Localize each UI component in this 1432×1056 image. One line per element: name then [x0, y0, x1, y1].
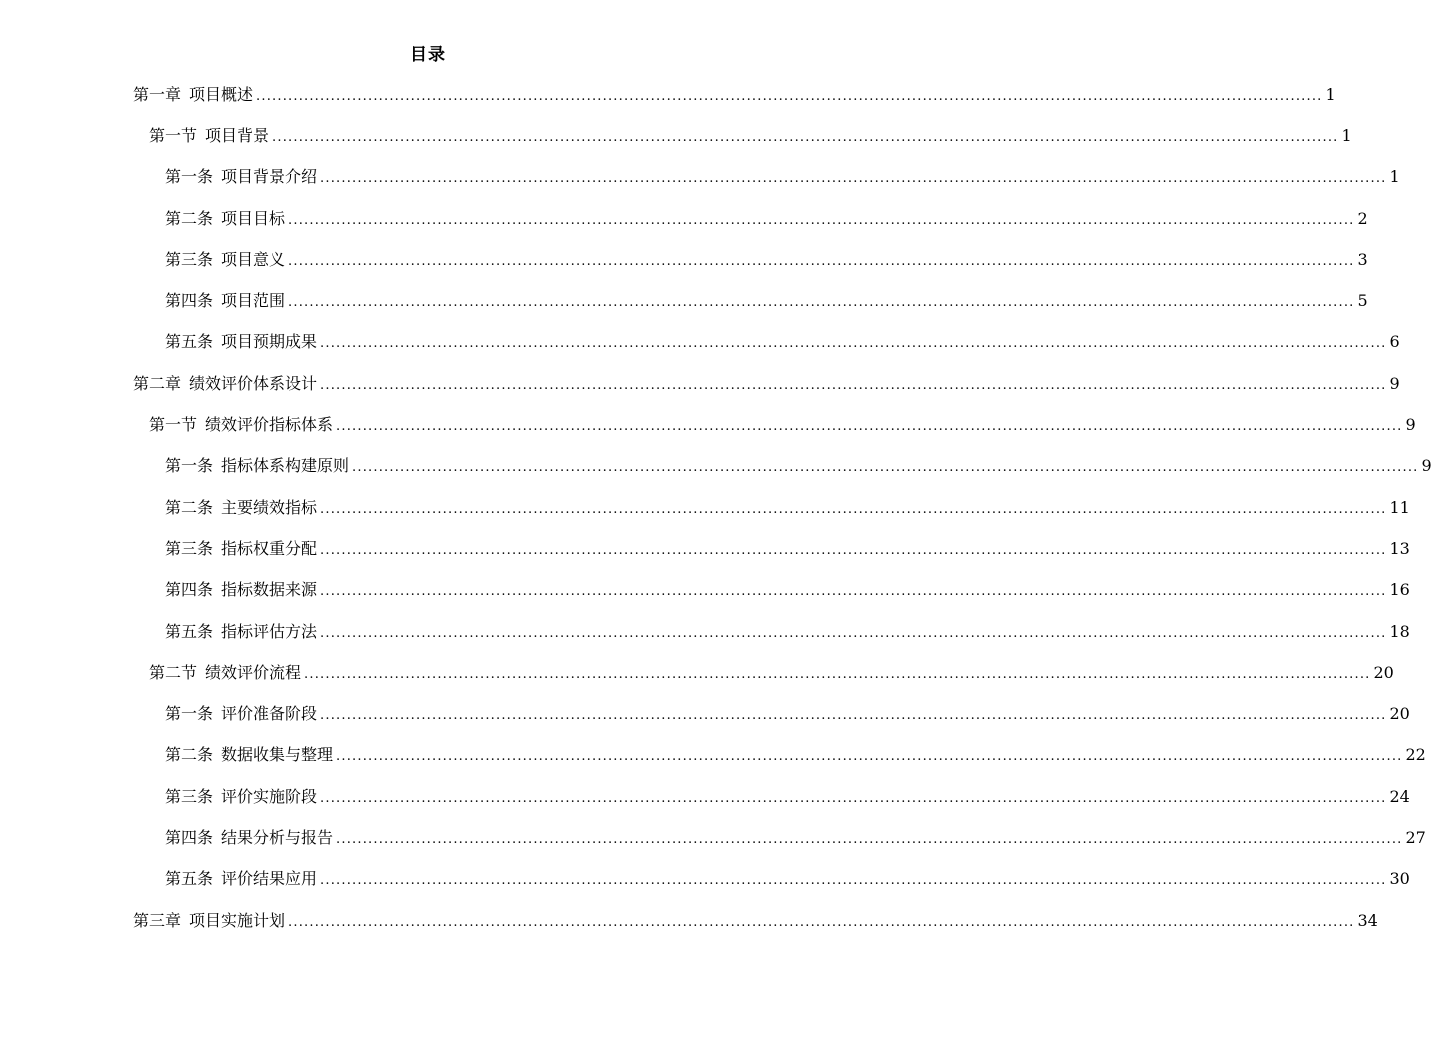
toc-entry[interactable] [133, 859, 1410, 900]
toc-entry-text: 指标权重分配 [221, 538, 318, 558]
toc-page-number: 22 [1405, 745, 1426, 765]
toc-entry-number: 第一条 [165, 167, 214, 187]
toc-entry-label [149, 126, 269, 146]
toc-entry-label [165, 291, 285, 311]
toc-entry-text: 项目背景介绍 [221, 167, 318, 187]
toc-entry-text: 数据收集与整理 [221, 745, 334, 765]
toc-entry-number: 第二节 [149, 662, 198, 682]
toc-entry-label [165, 828, 333, 848]
toc-title: 目录 [410, 45, 446, 65]
toc-page-number: 1 [1325, 84, 1336, 104]
toc-entry-number: 第四条 [165, 827, 214, 847]
toc-entry-text: 绩效评价流程 [205, 662, 302, 682]
toc-entry-number: 第一章 [133, 84, 182, 104]
toc-entry[interactable] [133, 239, 1368, 280]
toc-entry-label [133, 374, 317, 394]
toc-entry-text: 项目概述 [189, 84, 254, 104]
toc-dot-leader: ........................................................................................................................................................................................................ [336, 419, 1403, 435]
toc-entry[interactable] [133, 817, 1426, 858]
toc-dot-leader: ........................................................................................................................................................................................................ [288, 253, 1355, 269]
toc-entry-number: 第二章 [133, 373, 182, 393]
toc-page-number: 24 [1389, 786, 1410, 806]
toc-dot-leader: ........................................................................................................................................................................................................ [320, 171, 1387, 187]
toc-entry-text: 绩效评价体系设计 [189, 373, 318, 393]
toc-entry-number: 第二条 [165, 497, 214, 517]
toc-entry-number: 第二条 [165, 745, 214, 765]
toc-entry-text: 项目意义 [221, 249, 286, 269]
toc-entry-text: 项目范围 [221, 291, 286, 311]
toc-dot-leader: ........................................................................................................................................................................................................ [272, 129, 1339, 145]
toc-entry-label [165, 580, 317, 600]
toc-entry[interactable] [133, 652, 1394, 693]
toc-dot-leader: ........................................................................................................................................................................................................ [320, 336, 1387, 352]
toc-entry[interactable] [133, 776, 1410, 817]
toc-entry-label [165, 745, 333, 765]
toc-entry-number: 第一节 [149, 125, 198, 145]
toc-page-number: 6 [1389, 332, 1400, 352]
toc-entry-text: 评价实施阶段 [221, 786, 318, 806]
toc-dot-leader: ........................................................................................................................................................................................................ [320, 542, 1387, 558]
toc-dot-leader: ........................................................................................................................................................................................................ [352, 460, 1419, 476]
toc-entry-number: 第一节 [149, 415, 198, 435]
toc-entry[interactable] [133, 611, 1410, 652]
toc-list [133, 74, 1432, 941]
toc-page-number: 1 [1389, 167, 1400, 187]
toc-entry-text: 绩效评价指标体系 [205, 415, 334, 435]
toc-entry[interactable] [133, 735, 1426, 776]
toc-entry[interactable] [133, 363, 1400, 404]
toc-entry-label [165, 622, 317, 642]
toc-dot-leader: ........................................................................................................................................................................................................ [320, 584, 1387, 600]
toc-entry-number: 第一条 [165, 704, 214, 724]
toc-page-number: 1 [1341, 125, 1352, 145]
toc-page-number: 3 [1357, 249, 1368, 269]
toc-dot-leader: ........................................................................................................................................................................................................ [320, 708, 1387, 724]
toc-entry-label [165, 704, 317, 724]
toc-page-number: 30 [1389, 869, 1410, 889]
toc-entry-text: 结果分析与报告 [221, 827, 334, 847]
toc-entry-label [149, 415, 333, 435]
toc-entry[interactable] [133, 900, 1378, 941]
toc-entry-label [133, 85, 253, 105]
toc-dot-leader: ........................................................................................................................................................................................................ [288, 295, 1355, 311]
toc-page-number: 9 [1405, 415, 1416, 435]
toc-entry-label [165, 456, 349, 476]
toc-entry[interactable] [133, 487, 1410, 528]
toc-entry[interactable] [133, 74, 1336, 115]
toc-dot-leader: ........................................................................................................................................................................................................ [320, 625, 1387, 641]
toc-dot-leader: ........................................................................................................................................................................................................ [336, 831, 1403, 847]
toc-page-number: 5 [1357, 291, 1368, 311]
toc-entry[interactable] [133, 404, 1416, 445]
toc-entry-text: 指标数据来源 [221, 580, 318, 600]
toc-page-number: 20 [1373, 662, 1394, 682]
toc-entry[interactable] [133, 322, 1400, 363]
toc-page-number: 9 [1421, 456, 1432, 476]
toc-entry-number: 第五条 [165, 332, 214, 352]
toc-entry[interactable] [133, 570, 1410, 611]
toc-entry-number: 第四条 [165, 291, 214, 311]
toc-entry[interactable] [133, 280, 1368, 321]
toc-dot-leader: ........................................................................................................................................................................................................ [320, 377, 1387, 393]
toc-entry-label [165, 167, 317, 187]
toc-entry[interactable] [133, 157, 1400, 198]
toc-dot-leader: ........................................................................................................................................................................................................ [320, 873, 1387, 889]
toc-entry-label [165, 787, 317, 807]
toc-entry-number: 第三条 [165, 538, 214, 558]
toc-entry-number: 第五条 [165, 621, 214, 641]
toc-entry-number: 第三章 [133, 910, 182, 930]
toc-dot-leader: ........................................................................................................................................................................................................ [288, 914, 1355, 930]
toc-page-number: 2 [1357, 208, 1368, 228]
toc-entry-number: 第四条 [165, 580, 214, 600]
toc-entry-text: 项目目标 [221, 208, 286, 228]
toc-page-number: 11 [1389, 497, 1410, 517]
toc-entry[interactable] [133, 198, 1368, 239]
toc-entry[interactable] [133, 115, 1352, 156]
toc-entry-label [165, 250, 285, 270]
toc-dot-leader: ........................................................................................................................................................................................................ [256, 88, 1323, 104]
toc-entry-text: 项目实施计划 [189, 910, 286, 930]
toc-entry-number: 第三条 [165, 786, 214, 806]
toc-dot-leader: ........................................................................................................................................................................................................ [320, 790, 1387, 806]
toc-dot-leader: ........................................................................................................................................................................................................ [320, 501, 1387, 517]
toc-entry-text: 评价结果应用 [221, 869, 318, 889]
toc-page-number: 16 [1389, 580, 1410, 600]
toc-entry-text: 项目背景 [205, 125, 270, 145]
toc-page-number: 18 [1389, 621, 1410, 641]
toc-entry-text: 指标评估方法 [221, 621, 318, 641]
toc-entry[interactable] [133, 528, 1410, 569]
toc-entry-number: 第五条 [165, 869, 214, 889]
toc-entry-number: 第三条 [165, 249, 214, 269]
toc-entry-label [165, 539, 317, 559]
toc-dot-leader: ........................................................................................................................................................................................................ [304, 666, 1371, 682]
toc-dot-leader: ........................................................................................................................................................................................................ [288, 212, 1355, 228]
toc-page-number: 13 [1389, 538, 1410, 558]
toc-entry-label [165, 869, 317, 889]
toc-entry-label [133, 911, 285, 931]
toc-entry-text: 主要绩效指标 [221, 497, 318, 517]
toc-page-number: 27 [1405, 827, 1426, 847]
toc-dot-leader: ........................................................................................................................................................................................................ [336, 749, 1403, 765]
toc-entry-label [165, 498, 317, 518]
toc-entry-label [149, 663, 301, 683]
toc-entry-label [165, 332, 317, 352]
toc-entry-number: 第二条 [165, 208, 214, 228]
toc-entry-text: 指标体系构建原则 [221, 456, 350, 476]
toc-page-number: 9 [1389, 373, 1400, 393]
toc-entry[interactable] [133, 693, 1410, 734]
toc-entry-text: 评价准备阶段 [221, 704, 318, 724]
toc-entry-number: 第一条 [165, 456, 214, 476]
toc-page-number: 34 [1357, 910, 1378, 930]
toc-entry-text: 项目预期成果 [221, 332, 318, 352]
toc-page-number: 20 [1389, 704, 1410, 724]
toc-entry[interactable] [133, 446, 1432, 487]
toc-entry-label [165, 209, 285, 229]
